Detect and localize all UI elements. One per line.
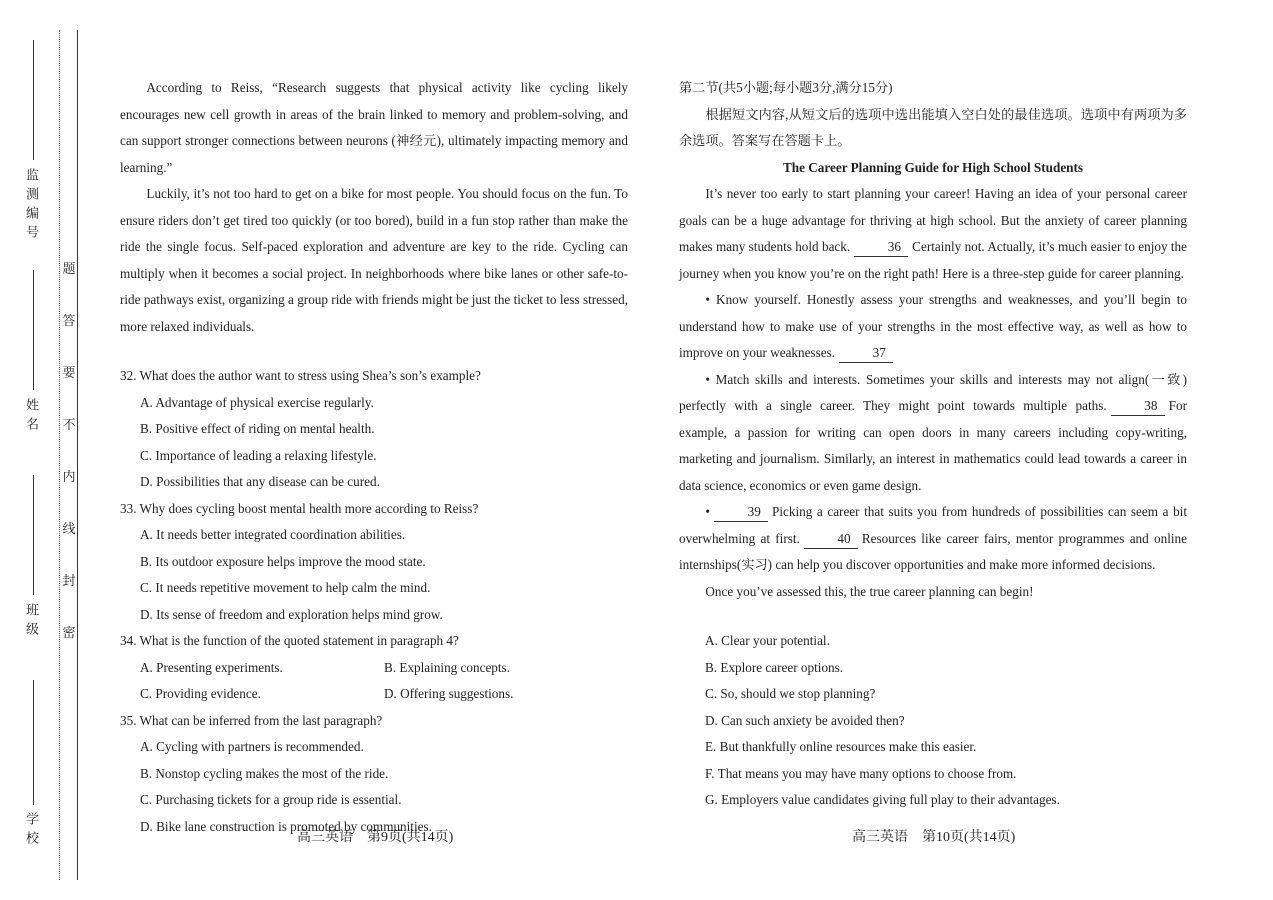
question-stem: 35. What can be inferred from the last paragraph?	[120, 712, 383, 728]
field-school	[22, 680, 44, 850]
question-stem: 34. What is the function of the quoted statement in paragraph 4?	[120, 633, 459, 648]
answer-choice: D. Can such anxiety be avoided then?	[705, 712, 905, 728]
question-option: A. Advantage of physical exercise regularly.	[140, 394, 374, 410]
question-stem: 32. What does the author want to stress using Shea’s son’s example?	[120, 368, 481, 383]
question-option: D. Its sense of freedom and exploration helps mind grow.	[140, 606, 443, 622]
question-option: D. Offering suggestions.	[384, 686, 514, 701]
bullet-mark: •	[705, 504, 711, 519]
bullet-match-skills	[679, 367, 1187, 500]
blank-40: 40	[804, 530, 858, 549]
seal-char: 密	[62, 625, 76, 640]
question-option: B. Nonstop cycling makes the most of the ride.	[140, 765, 389, 781]
passage-text: Resources like career fairs, mentor programmes and online internships(实习) can help you discover opportunities and make more informed decisions.	[679, 530, 1187, 572]
field-class-label: 班级	[24, 603, 39, 641]
passage-text: Picking a career that suits you from hundreds of possibilities can seem a bit overwhelming at first.	[679, 504, 1187, 546]
field-class	[22, 475, 44, 641]
field-name-label: 姓名	[24, 398, 39, 436]
question-option: C. It needs repetitive movement to help calm the mind.	[140, 580, 431, 595]
question-option: A. Cycling with partners is recommended.	[140, 739, 364, 754]
passage-intro	[679, 181, 1187, 287]
passage-title: The Career Planning Guide for High School Students	[782, 159, 1084, 175]
question-stem: 33. Why does cycling boost mental health more according to Reiss?	[120, 500, 479, 516]
right-page	[679, 75, 1187, 814]
blank-38: 38	[1111, 397, 1165, 416]
question-option: A. It needs better integrated coordination abilities.	[140, 527, 406, 542]
reading-paragraph: According to Reiss, “Research suggests that physical activity like cycling likely encourages new cell growth in areas of the brain linked to memory and problem-solving, and can support stronger connections between neurons (神经元), ultimately impacting memory and learning.”	[120, 80, 628, 175]
question-32	[120, 363, 628, 496]
passage-text: Certainly not. Actually, it’s much easier to enjoy the journey when you know you’re on the right path! Here is a three-step guide for career planning.	[679, 239, 1187, 281]
question-option: B. Its outdoor exposure helps improve the mood state.	[140, 553, 426, 569]
blank-37: 37	[839, 344, 893, 363]
passage-text: It’s never too early to start planning your career! Having an idea of your personal career goals can be a huge advantage for thriving at high school. But the anxiety of career planning makes many students hold back.	[679, 186, 1187, 254]
seal-char: 内	[62, 469, 76, 484]
page-footer-right: 高三英语 第10页(共14页)	[852, 830, 1016, 845]
section-instructions: 根据短文内容,从短文后的选项中选出能填入空白处的最佳选项。选项中有两项为多余选项。答案写在答题卡上。	[679, 106, 1187, 148]
bullet-third-step	[679, 499, 1187, 579]
field-exam-number	[22, 40, 44, 244]
page-footer-left: 高三英语 第9页(共14页)	[297, 830, 454, 845]
field-class-line	[33, 475, 34, 595]
seal-char: 答	[62, 313, 76, 328]
seal-char: 线	[62, 521, 76, 536]
binding-strip	[0, 0, 80, 900]
blank-39: 39	[714, 503, 768, 522]
question-option: B. Positive effect of riding on mental health.	[140, 421, 375, 436]
question-33	[120, 496, 628, 629]
seal-char: 题	[62, 261, 76, 276]
field-school-label: 学校	[24, 812, 39, 850]
field-name	[22, 270, 44, 436]
question-option: A. Presenting experiments.	[140, 659, 283, 675]
answer-choice: G. Employers value candidates giving full play to their advantages.	[705, 792, 1060, 807]
passage-text: • Match skills and interests. Sometimes your skills and interests may not align(一致) perfectly with a single career. They might point towards multiple paths.	[679, 371, 1187, 413]
field-name-line	[33, 270, 34, 390]
question-34	[120, 628, 628, 708]
answer-choice: E. But thankfully online resources make this easier.	[705, 739, 977, 754]
section-heading: 第二节(共5小题;每小题3分,满分15分)	[679, 80, 893, 95]
seal-char: 封	[62, 573, 76, 588]
reading-paragraph: Luckily, it’s not too hard to get on a bike for most people. You should focus on the fun. To ensure riders don’t get tired too quickly (or too bored), build in a fun stop rather than make the ride the single focus. Self-paced exploration and adventure are key to the ride. Cycling can multiply when it becomes a social project. In neighborhoods where bike lanes or other safe-to-ride pathways exist, organizing a group ride with friends might be just the ticket to less stressed, more relaxed individuals.	[120, 186, 628, 334]
field-exam-number-label: 监测编号	[24, 168, 39, 244]
question-option: D. Possibilities that any disease can be cured.	[140, 474, 380, 489]
field-exam-number-line	[33, 40, 34, 160]
blank-36: 36	[854, 238, 908, 257]
field-school-line	[33, 680, 34, 805]
question-option: D. Bike lane construction is promoted by communities.	[140, 818, 432, 834]
answer-choice: C. So, should we stop planning?	[705, 686, 876, 701]
passage-text: • Know yourself. Honestly assess your strengths and weaknesses, and you’ll begin to understand how to make use of your strengths in the most effective way, as well as how to improve on your weaknesses.	[679, 292, 1187, 360]
seal-dotted-line	[59, 30, 60, 880]
question-option: C. Purchasing tickets for a group ride is essential.	[140, 792, 402, 807]
answer-choice: B. Explore career options.	[705, 659, 844, 675]
bullet-know-yourself	[679, 287, 1187, 367]
question-option: C. Providing evidence.	[140, 686, 261, 701]
margin-solid-line	[77, 30, 78, 880]
question-option: C. Importance of leading a relaxing lifestyle.	[140, 447, 377, 463]
question-35	[120, 708, 628, 841]
seal-char: 不	[62, 417, 76, 432]
left-page	[120, 75, 628, 840]
passage-text: For example, a passion for writing can open doors in many careers including copy-writing, marketing and journalism. Similarly, an interest in mathematics could lead towards a career in data science, economics or even game design.	[679, 398, 1187, 493]
passage-closing: Once you’ve assessed this, the true career planning can begin!	[705, 583, 1034, 599]
seal-char: 要	[62, 365, 76, 380]
question-option: B. Explaining concepts.	[384, 659, 510, 675]
answer-choice: A. Clear your potential.	[705, 633, 830, 648]
answer-choice: F. That means you may have many options to choose from.	[705, 765, 1017, 781]
